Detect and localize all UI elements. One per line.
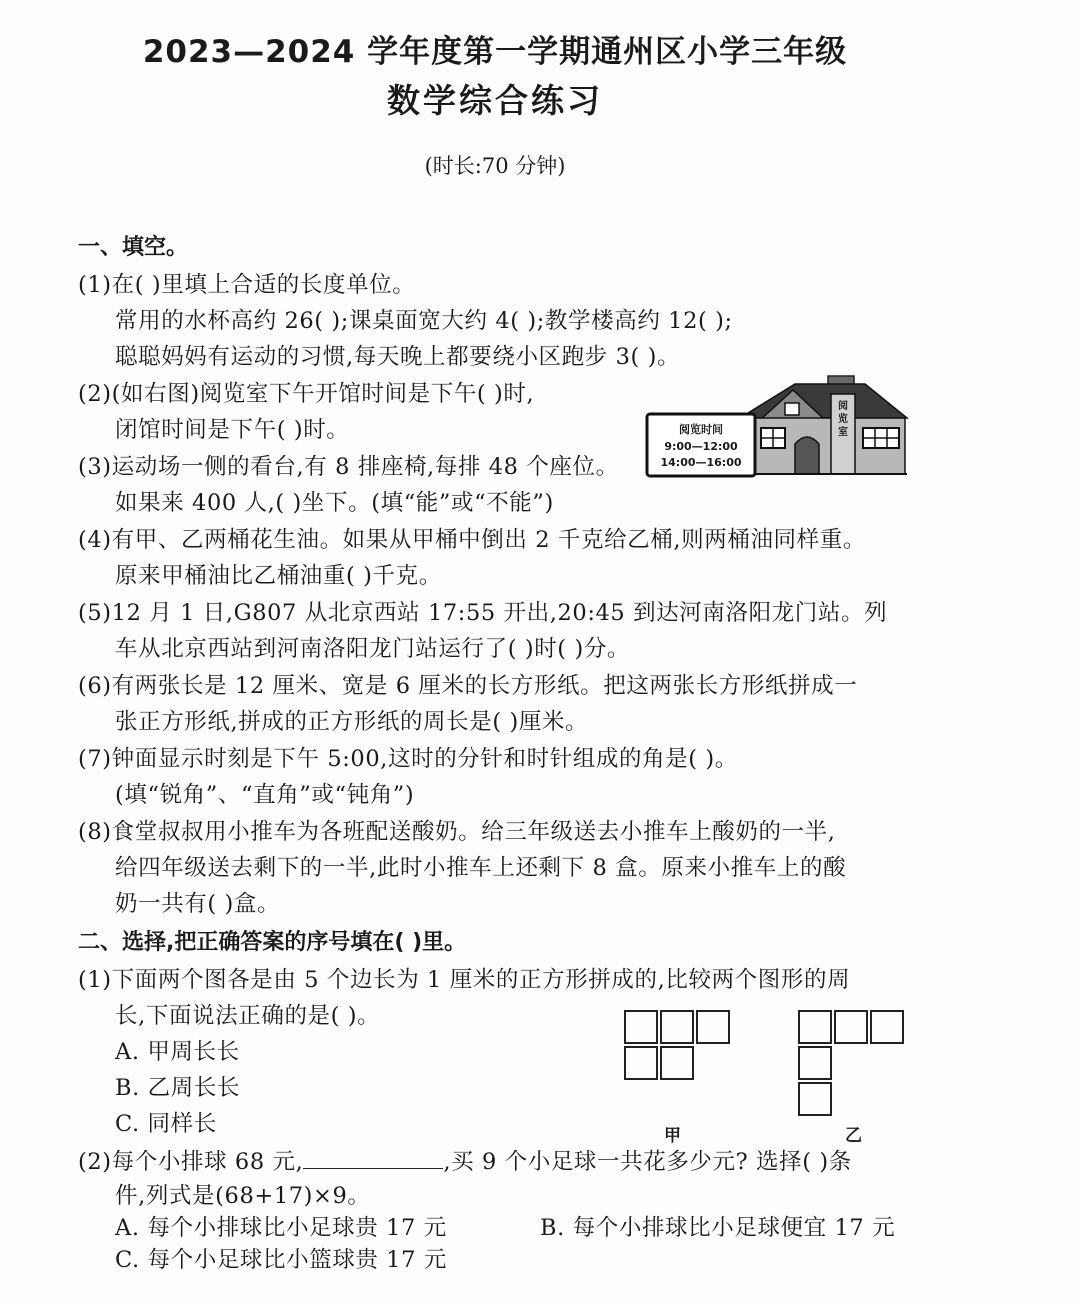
grid-square [870, 1010, 904, 1044]
q1-8-line: 给四年级送去剩下的一半,此时小推车上还剩下 8 盒。原来小推车上的酸 [115, 855, 847, 881]
q1-4-line: (4)有甲、乙两桶花生油。如果从甲桶中倒出 2 千克给乙桶,则两桶油同样重。 [78, 527, 866, 553]
library-illustration [645, 370, 910, 478]
q1-6-line: (6)有两张长是 12 厘米、宽是 6 厘米的长方形纸。把这两张长方形纸拼成一 [78, 673, 858, 699]
q2-2-line [78, 1144, 852, 1176]
figure-jia-label: 甲 [664, 1126, 681, 1146]
q1-5-line: (5)12 月 1 日,G807 从北京西站 17:55 开出,20:45 到达河南洛阳龙门站。列 [78, 600, 888, 626]
q1-1-line: 聪聪妈妈有运动的习惯,每天晚上都要绕小区跑步 3( )。 [115, 344, 681, 370]
library-sign-time2: 14:00—16:00 [660, 456, 742, 469]
q1-8-line: 奶一共有( )盒。 [115, 891, 281, 917]
q2-2-option-c: C. 每个小足球比小篮球贵 17 元 [115, 1247, 447, 1273]
grid-square [798, 1082, 832, 1116]
q2-1-option-c: C. 同样长 [115, 1111, 217, 1137]
section2-heading: 二、选择,把正确答案的序号填在( )里。 [78, 930, 467, 955]
q2-1-line: 长,下面说法正确的是( )。 [115, 1003, 381, 1029]
library-room-label: 阅览室 [838, 401, 848, 438]
q2-1-option-a: A. 甲周长长 [115, 1039, 240, 1065]
grid-square [696, 1010, 730, 1044]
grid-square [798, 1046, 832, 1080]
library-sign-title: 阅览时间 [679, 423, 723, 436]
q1-8-line: (8)食堂叔叔用小推车为各班配送酸奶。给三年级送去小推车上酸奶的一半, [78, 819, 836, 845]
exam-subtitle: 数学综合练习 [387, 81, 603, 120]
q1-7-line: (填“锐角”、“直角”或“钝角”) [115, 782, 415, 808]
grid-square [660, 1010, 694, 1044]
q2-1-option-b: B. 乙周长长 [115, 1075, 241, 1101]
exam-duration: (时长:70 分钟) [424, 154, 566, 178]
grid-square [624, 1046, 658, 1080]
answer-blank[interactable] [303, 1146, 443, 1169]
q2-2-line-end: ,买 9 个小足球一共花多少元? 选择( )条 [443, 1149, 852, 1175]
grid-square [798, 1010, 832, 1044]
exam-title: 2023—2024 学年度第一学期通州区小学三年级 [142, 34, 848, 70]
grid-square [624, 1010, 658, 1044]
q1-3-line: 如果来 400 人,( )坐下。(填“能”或“不能”) [115, 490, 554, 516]
q1-6-line: 张正方形纸,拼成的正方形纸的周长是( )厘米。 [115, 709, 589, 735]
grid-square [660, 1046, 694, 1080]
q1-7-line: (7)钟面显示时刻是下午 5:00,这时的分针和时针组成的角是( )。 [78, 746, 738, 772]
grid-square [834, 1010, 868, 1044]
q2-1-line: (1)下面两个图各是由 5 个边长为 1 厘米的正方形拼成的,比较两个图形的周 [78, 967, 851, 993]
figure-yi-label: 乙 [845, 1126, 862, 1146]
q2-2-option-a: A. 每个小排球比小足球贵 17 元 [115, 1215, 447, 1241]
library-sign-time1: 9:00—12:00 [664, 440, 738, 453]
q1-3-line: (3)运动场一侧的看台,有 8 排座椅,每排 48 个座位。 [78, 454, 619, 480]
q1-1-line: 常用的水杯高约 26( );课桌面宽大约 4( );教学楼高约 12( ); [115, 308, 733, 334]
section1-heading: 一、填空。 [78, 235, 189, 260]
q2-2-line-start: (2)每个小排球 68 元, [78, 1149, 304, 1175]
q1-2-line: (2)(如右图)阅览室下午开馆时间是下午( )时, [78, 381, 535, 407]
q1-1-line: (1)在( )里填上合适的长度单位。 [78, 272, 416, 298]
q1-5-line: 车从北京西站到河南洛阳龙门站运行了( )时( )分。 [115, 636, 631, 662]
q2-2-option-b: B. 每个小排球比小足球便宜 17 元 [540, 1215, 896, 1241]
q1-4-line: 原来甲桶油比乙桶油重( )千克。 [115, 563, 442, 589]
q1-2-line: 闭馆时间是下午( )时。 [115, 417, 350, 443]
q2-2-line: 件,列式是(68+17)×9。 [115, 1183, 371, 1209]
